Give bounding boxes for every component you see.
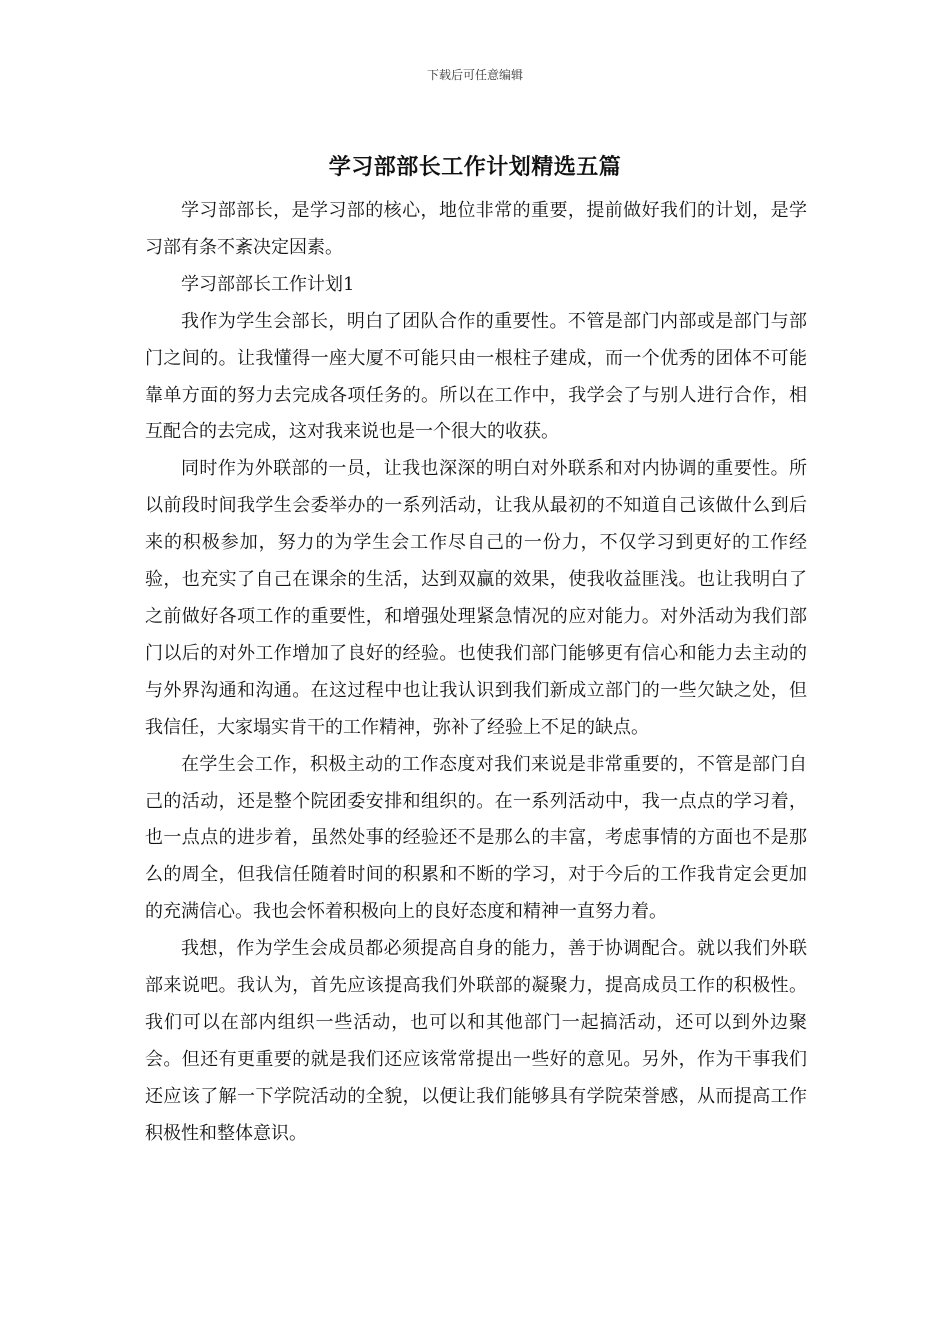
paragraph: 在学生会工作，积极主动的工作态度对我们来说是非常重要的，不管是部门自己的活动，还是整个院团委安排和组织的。在一系列活动中，我一点点的学习着，也一点点的进步着，虽然处事的经验还不是那么的丰富，考虑事情的方面也不是那么的周全，但我信任随着时间的积累和不断的学习，对于今后的工作我肯定会更加的充满信心。我也会怀着积极向上的良好态度和精神一直努力着。 bbox=[145, 753, 807, 923]
section-heading: 学习部部长工作计划1 bbox=[181, 273, 355, 295]
paragraph: 我作为学生会部长，明白了团队合作的重要性。不管是部门内部或是部门与部门之间的。让我懂得一座大厦不可能只由一根柱子建成，而一个优秀的团体不可能靠单方面的努力去完成各项任务的。所以在工作中，我学会了与别人进行合作，相互配合的去完成，这对我来说也是一个很大的收获。 bbox=[145, 310, 807, 443]
paragraph-intro: 学习部部长，是学习部的核心，地位非常的重要，提前做好我们的计划，是学习部有条不紊决定因素。 bbox=[145, 200, 807, 258]
header-note: 下载后可任意编辑 bbox=[426, 68, 523, 82]
document-title: 学习部部长工作计划精选五篇 bbox=[328, 154, 622, 180]
paragraph: 同时作为外联部的一员，让我也深深的明白对外联系和对内协调的重要性。所以前段时间我学生会委举办的一系列活动，让我从最初的不知道自己该做什么到后来的积极参加，努力的为学生会工作尽自己的一份力，不仅学习到更好的工作经验，也充实了自己在课余的生活，达到双赢的效果，使我收益匪浅。也让我明白了之前做好各项工作的重要性，和增强处理紧急情况的应对能力。对外活动为我们部门以后的对外工作增加了良好的经验。也使我们部门能够更有信心和能力去主动的与外界沟通和沟通。在这过程中也让我认识到我们新成立部门的一些欠缺之处，但我信任，大家塌实肯干的工作精神，弥补了经验上不足的缺点。 bbox=[145, 458, 807, 738]
paragraph: 我想，作为学生会成员都必须提高自身的能力，善于协调配合。就以我们外联部来说吧。我认为，首先应该提高我们外联部的凝聚力，提高成员工作的积极性。我们可以在部内组织一些活动，也可以和其他部门一起搞活动，还可以到外边聚会。但还有更重要的就是我们还应该常常提出一些好的意见。另外，作为干事我们还应该了解一下学院活动的全貌，以便让我们能够具有学院荣誉感，从而提高工作积极性和整体意识。 bbox=[145, 938, 807, 1144]
document-body bbox=[145, 193, 807, 1153]
